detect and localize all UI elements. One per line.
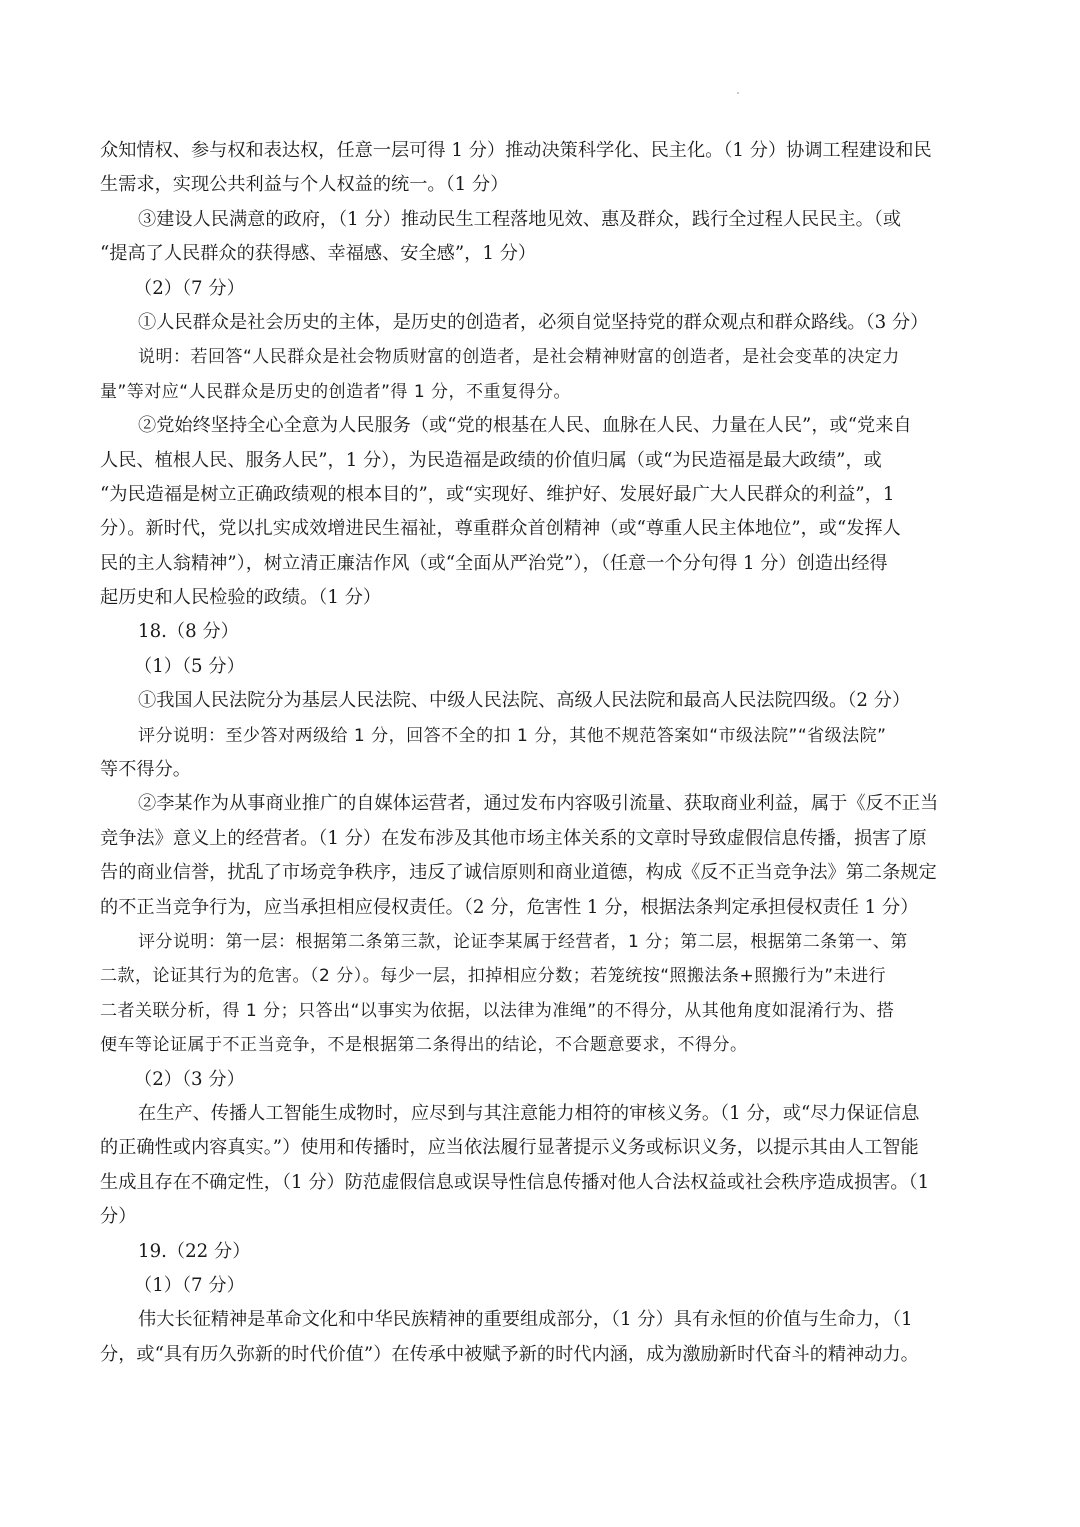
text-line: 分） [100,1206,137,1228]
question-heading: 18.（8 分） [138,621,239,643]
scoring-note-line: 二款，论证其行为的危害。（2 分）。每少一层，扣掉相应分数；若笼统按“照搬法条+照搬行为”未进行 [100,966,887,987]
text-line: ①人民群众是社会历史的主体，是历史的创造者，必须自觉坚持党的群众观点和群众路线。（3 分） [138,311,929,333]
answer-key-body [100,134,984,1372]
text-line: 众知情权、参与权和表达权，任意一层可得 1 分）推动决策科学化、民主化。（1 分）协调工程建设和民 [100,140,932,161]
text-line: 告的商业信誉，扰乱了市场竞争秩序，违反了诚信原则和商业道德，构成《反不正当竞争法》第二条规定 [100,862,937,884]
subquestion-heading: （2）（3 分） [134,1068,245,1090]
scan-speck [737,92,739,94]
text-line: ③建设人民满意的政府，（1 分）推动民生工程落地见效、惠及群众，践行全过程人民民主。（或 [138,208,902,230]
scoring-note-line: 说明：若回答“人民群众是社会物质财富的创造者，是社会精神财富的创造者，是社会变革的决定力 [138,347,900,368]
text-line: 分）。新时代，党以扎实成效增进民生福祉，尊重群众首创精神（或“尊重人民主体地位”，或“发挥人 [100,518,901,540]
text-line: 生成且存在不确定性，（1 分）防范虚假信息或误导性信息传播对他人合法权益或社会秩序造成损害。（1 [100,1171,930,1193]
scoring-note-line: 评分说明：第一层：根据第二条第三款，论证李某属于经营者，1 分；第二层，根据第二条第一、第 [138,931,908,952]
text-line: 的不正当竞争行为，应当承担相应侵权责任。（2 分，危害性 1 分，根据法条判定承担侵权责任 1 分） [100,896,919,918]
text-line: 生需求，实现公共利益与个人权益的统一。（1 分） [100,174,509,196]
text-line: 人民、植根人民、服务人民”，1 分），为民造福是政绩的价值归属（或“为民造福是最大政绩”，或 [100,449,882,471]
text-line: “为民造福是树立正确政绩观的根本目的”，或“实现好、维护好、发展好最广大人民群众的利益”，1 [100,483,895,505]
text-line: “提高了人民群众的获得感、幸福感、安全感”，1 分） [100,243,537,265]
question-heading: 19.（22 分） [138,1240,251,1262]
subquestion-heading: （1）（7 分） [134,1274,245,1296]
text-line: 竞争法》意义上的经营者。（1 分）在发布涉及其他市场主体关系的文章时导致虚假信息传播，损害了原 [100,827,927,849]
text-line: 起历史和人民检验的政绩。（1 分） [100,587,382,609]
text-line: ②李某作为从事商业推广的自媒体运营者，通过发布内容吸引流量、获取商业利益，属于《反不正当 [138,793,939,815]
text-line: ①我国人民法院分为基层人民法院、中级人民法院、高级人民法院和最高人民法院四级。（2 分） [138,690,911,712]
scoring-note-line: 量”等对应“人民群众是历史的创造者”得 1 分，不重复得分。 [100,381,572,402]
subquestion-heading: （1）（5 分） [134,655,245,677]
text-line: 分，或“具有历久弥新的时代价值”）在传承中被赋予新的时代内涵，成为激励新时代奋斗的精神动力。 [100,1343,919,1365]
text-line: 在生产、传播人工智能生成物时，应尽到与其注意能力相符的审核义务。（1 分，或“尽力保证信息 [138,1102,920,1124]
text-line: 等不得分。 [100,759,191,781]
text-line: 民的主人翁精神”），树立清正廉洁作风（或“全面从严治党”），（任意一个分句得 1 分）创造出经得 [100,552,888,574]
text-line: 的正确性或内容真实。”）使用和传播时，应当依法履行显著提示义务或标识义务，以提示其由人工智能 [100,1137,919,1159]
scoring-note-line: 便车等论证属于不正当竞争，不是根据第二条得出的结论，不合题意要求，不得分。 [100,1035,748,1056]
text-line: 伟大长征精神是革命文化和中华民族精神的重要组成部分，（1 分）具有永恒的价值与生命力，（1 [138,1309,913,1331]
text-line: ②党始终坚持全心全意为人民服务（或“党的根基在人民、血脉在人民、力量在人民”，或“党来自 [138,415,912,437]
subquestion-heading: （2）（7 分） [134,277,245,299]
scoring-note-line: 二者关联分析，得 1 分；只答出“以事实为依据，以法律为准绳”的不得分，从其他角度如混淆行为、搭 [100,1000,895,1021]
scoring-note-line: 评分说明：至少答对两级给 1 分，回答不全的扣 1 分，其他不规范答案如“市级法院”“省级法院” [138,725,887,746]
